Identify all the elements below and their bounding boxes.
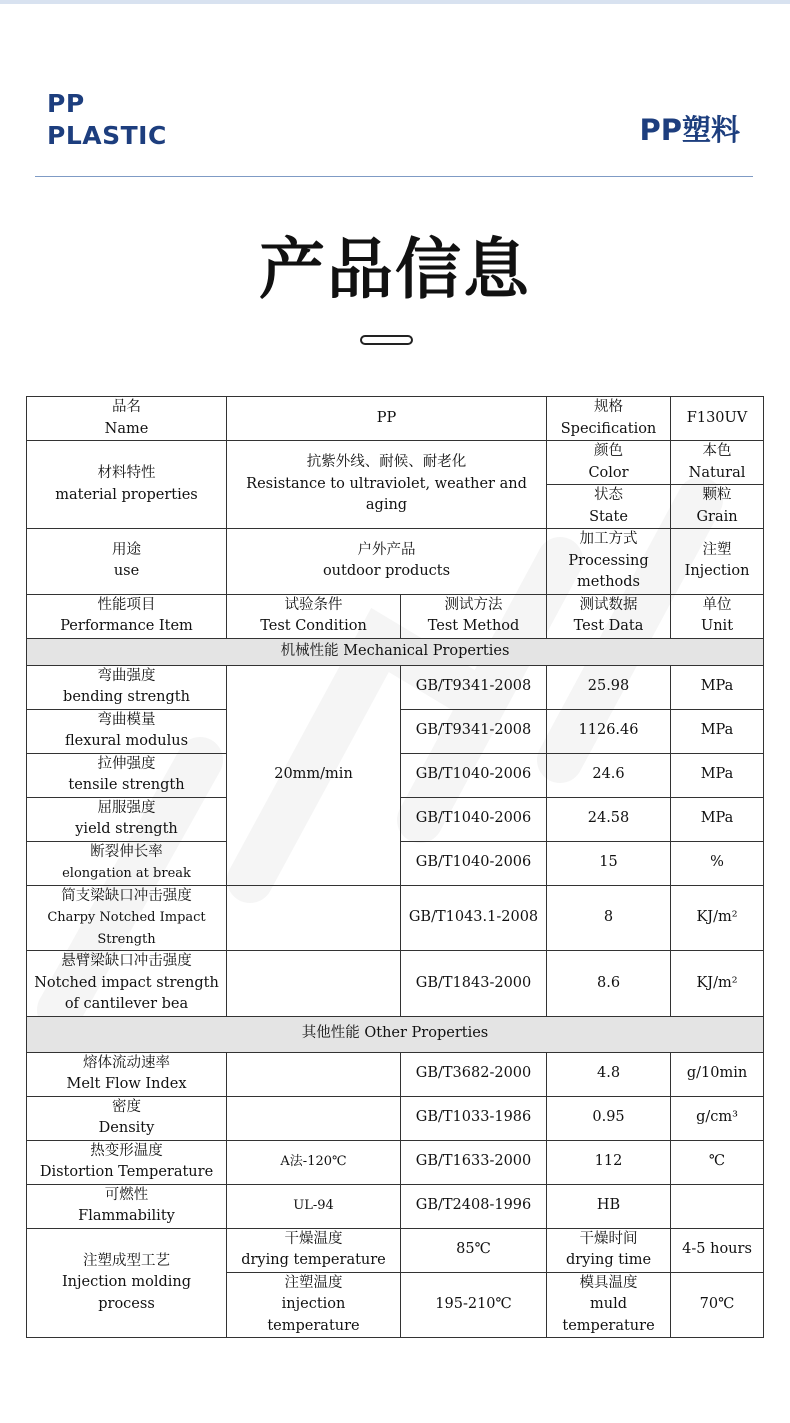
col-header-method-cn: 测试方法 (444, 596, 503, 613)
title-decoration (360, 335, 413, 345)
processing-label-cn: 加工方式 (579, 531, 638, 547)
name-label (27, 397, 227, 441)
col-header-data (547, 594, 671, 638)
state-label (547, 485, 671, 529)
property-name (27, 951, 227, 1017)
property-name (27, 709, 227, 753)
test-method: GB/T1040-2006 (401, 841, 547, 885)
test-condition-empty (227, 951, 401, 1017)
material-value (227, 441, 547, 529)
test-method: GB/T1033-1986 (401, 1096, 547, 1140)
info-row-material (27, 441, 764, 485)
col-header-data-en: Test Data (573, 618, 644, 634)
brand-line-1: PP (47, 89, 85, 118)
brand-chinese: PP塑料 (639, 113, 740, 147)
use-value-en: outdoor products (322, 563, 451, 580)
drying-time-label-en: drying time (565, 1252, 652, 1268)
property-name-en-2: of cantilever bea (64, 996, 189, 1012)
mold-temp-label-cn: 模具温度 (579, 1274, 638, 1291)
product-spec-table (26, 396, 764, 1338)
property-name-en-1: Notched impact strength (34, 974, 219, 991)
use-value-cn: 户外产品 (357, 541, 416, 558)
test-data: 8 (547, 885, 671, 951)
color-value (671, 441, 764, 485)
mold-temp-label-en-2: temperature (562, 1317, 655, 1334)
test-data: 24.6 (547, 753, 671, 797)
process-label (27, 1228, 227, 1338)
test-data: 15 (547, 841, 671, 885)
unit: % (671, 841, 764, 885)
col-header-condition-cn: 试验条件 (284, 596, 343, 613)
test-condition (227, 1096, 401, 1140)
unit: KJ/m² (671, 951, 764, 1017)
use-label-cn: 用途 (112, 541, 141, 558)
property-name-en: Melt Flow Index (66, 1076, 187, 1092)
test-method: GB/T1633-2000 (401, 1140, 547, 1184)
color-value-en: Natural (688, 464, 746, 481)
drying-temp-label (227, 1228, 401, 1272)
drying-temp-label-cn: 干燥温度 (284, 1230, 343, 1247)
state-value-en: Grain (696, 508, 738, 525)
property-name-en: elongation at break (62, 866, 191, 881)
property-name (27, 885, 227, 951)
spec-label (547, 397, 671, 441)
info-row-use (27, 529, 764, 595)
test-method: GB/T1843-2000 (401, 951, 547, 1017)
test-method: GB/T3682-2000 (401, 1052, 547, 1096)
table-row (27, 1096, 764, 1140)
property-name-en: bending strength (63, 689, 190, 705)
property-name (27, 1096, 227, 1140)
state-value (671, 485, 764, 529)
property-name (27, 753, 227, 797)
table-row (27, 665, 764, 709)
col-header-condition (227, 594, 401, 638)
name-label-cn: 品名 (112, 399, 141, 415)
property-name (27, 1140, 227, 1184)
drying-time-label-cn: 干燥时间 (579, 1230, 638, 1247)
color-label (547, 441, 671, 485)
state-label-cn: 状态 (594, 487, 624, 503)
col-header-method (401, 594, 547, 638)
test-method: GB/T9341-2008 (401, 709, 547, 753)
top-accent-bar (0, 0, 790, 4)
color-label-cn: 颜色 (594, 443, 624, 459)
col-header-data-cn: 测试数据 (579, 596, 638, 613)
injection-temp-label-en-1: injection (281, 1296, 346, 1312)
state-value-cn: 颗粒 (702, 487, 732, 503)
test-method: GB/T1040-2006 (401, 753, 547, 797)
column-header-row (27, 594, 764, 638)
property-name-en: Flammability (78, 1208, 175, 1224)
property-name-en: tensile strength (68, 777, 185, 793)
unit: MPa (671, 753, 764, 797)
drying-time-value: 4-5 hours (671, 1228, 764, 1272)
material-label (27, 441, 227, 529)
unit: MPa (671, 665, 764, 709)
injection-temp-label-cn: 注塑温度 (284, 1274, 343, 1291)
section-other-title: 其他性能 Other Properties (27, 1016, 764, 1052)
use-value (227, 529, 547, 595)
process-label-en-1: Injection molding (61, 1274, 192, 1290)
test-data: 4.8 (547, 1052, 671, 1096)
material-value-en: Resistance to ultraviolet, weather and aging (246, 475, 527, 514)
drying-temp-label-en: drying temperature (241, 1252, 386, 1268)
col-header-unit-en: Unit (701, 618, 734, 634)
process-row-drying (27, 1228, 764, 1272)
section-other (27, 1016, 764, 1052)
test-method: GB/T2408-1996 (401, 1184, 547, 1228)
property-name-en: flexural modulus (64, 733, 189, 749)
unit: MPa (671, 709, 764, 753)
unit: g/cm³ (671, 1096, 764, 1140)
use-label-en: use (113, 563, 140, 580)
material-label-cn: 材料特性 (97, 465, 156, 481)
col-header-method-en: Test Method (427, 618, 520, 634)
property-name-cn: 密度 (112, 1098, 141, 1115)
material-label-en: material properties (55, 486, 198, 503)
test-data: 112 (547, 1140, 671, 1184)
property-name-en-1: Charpy Notched Impact (47, 910, 206, 925)
page-title: 产品信息 (259, 231, 531, 308)
processing-label-en-1: Processing (568, 552, 649, 569)
unit: KJ/m² (671, 885, 764, 951)
process-label-cn: 注塑成型工艺 (83, 1252, 170, 1269)
property-name (27, 665, 227, 709)
unit: ℃ (671, 1140, 764, 1184)
test-data: 0.95 (547, 1096, 671, 1140)
test-data: 1126.46 (547, 709, 671, 753)
mold-temp-label-en-1: muld (590, 1296, 628, 1312)
spec-label-cn: 规格 (594, 399, 624, 415)
brand-line-2: PLASTIC (47, 121, 167, 150)
col-header-condition-en: Test Condition (260, 618, 367, 634)
section-mechanical (27, 638, 764, 665)
property-name-cn: 拉伸强度 (97, 755, 156, 772)
property-name-en: Distortion Temperature (39, 1164, 214, 1180)
state-label-en: State (589, 508, 628, 525)
table-row (27, 1184, 764, 1228)
use-label (27, 529, 227, 595)
mold-temp-label (547, 1272, 671, 1338)
spec-value: F130UV (671, 397, 764, 441)
processing-label-en-2: methods (577, 574, 640, 590)
mold-temp-value: 70℃ (671, 1272, 764, 1338)
unit: MPa (671, 797, 764, 841)
color-value-cn: 本色 (702, 443, 732, 459)
property-name-en: Density (98, 1120, 155, 1136)
col-header-item (27, 594, 227, 638)
property-name-en: yield strength (75, 821, 178, 837)
property-name-cn: 弯曲模量 (97, 711, 156, 728)
processing-value (671, 529, 764, 595)
processing-value-en: Injection (684, 563, 750, 580)
name-label-en: Name (104, 420, 149, 437)
test-data: 25.98 (547, 665, 671, 709)
property-name (27, 1052, 227, 1096)
property-name-cn: 熔体流动速率 (83, 1054, 170, 1071)
property-name-cn: 断裂伸长率 (90, 843, 163, 860)
drying-time-label (547, 1228, 671, 1272)
test-condition-empty (227, 885, 401, 951)
shared-test-condition: 20mm/min (227, 665, 401, 885)
drying-temp-value: 85℃ (401, 1228, 547, 1272)
processing-value-cn: 注塑 (702, 541, 732, 558)
test-data: 24.58 (547, 797, 671, 841)
test-method: GB/T9341-2008 (401, 665, 547, 709)
table-row (27, 951, 764, 1017)
spec-label-en: Specification (560, 420, 657, 437)
injection-temp-label (227, 1272, 401, 1338)
property-name (27, 797, 227, 841)
processing-label (547, 529, 671, 595)
unit: g/10min (671, 1052, 764, 1096)
col-header-item-en: Performance Item (60, 618, 193, 634)
table-row (27, 1052, 764, 1096)
col-header-unit (671, 594, 764, 638)
col-header-item-cn: 性能项目 (97, 596, 156, 613)
color-label-en: Color (588, 464, 629, 481)
unit (671, 1184, 764, 1228)
col-header-unit-cn: 单位 (702, 596, 732, 613)
property-name-cn: 悬臂梁缺口冲击强度 (61, 953, 192, 969)
brand-english (47, 88, 167, 152)
injection-temp-label-en-2: temperature (267, 1317, 360, 1334)
property-name (27, 1184, 227, 1228)
table-row (27, 885, 764, 951)
test-condition (227, 1052, 401, 1096)
name-value: PP (227, 397, 547, 441)
test-data: HB (547, 1184, 671, 1228)
property-name-cn: 屈服强度 (97, 799, 156, 816)
test-method: GB/T1040-2006 (401, 797, 547, 841)
property-name-cn: 弯曲强度 (97, 667, 156, 684)
injection-temp-value: 195-210℃ (401, 1272, 547, 1338)
table-row (27, 1140, 764, 1184)
property-name-en-2: Strength (97, 931, 156, 947)
property-name-cn: 可燃性 (104, 1186, 149, 1203)
info-row-name (27, 397, 764, 441)
property-name (27, 841, 227, 885)
property-name-cn: 简支梁缺口冲击强度 (61, 887, 192, 904)
test-condition: UL-94 (227, 1184, 401, 1228)
section-mechanical-title: 机械性能 Mechanical Properties (27, 638, 764, 665)
test-data: 8.6 (547, 951, 671, 1017)
test-method: GB/T1043.1-2008 (401, 885, 547, 951)
material-value-cn: 抗紫外线、耐候、耐老化 (306, 454, 467, 471)
test-condition: A法-120℃ (227, 1140, 401, 1184)
property-name-cn: 热变形温度 (90, 1142, 163, 1159)
header-divider (35, 176, 753, 177)
process-label-en-2: process (98, 1295, 155, 1312)
